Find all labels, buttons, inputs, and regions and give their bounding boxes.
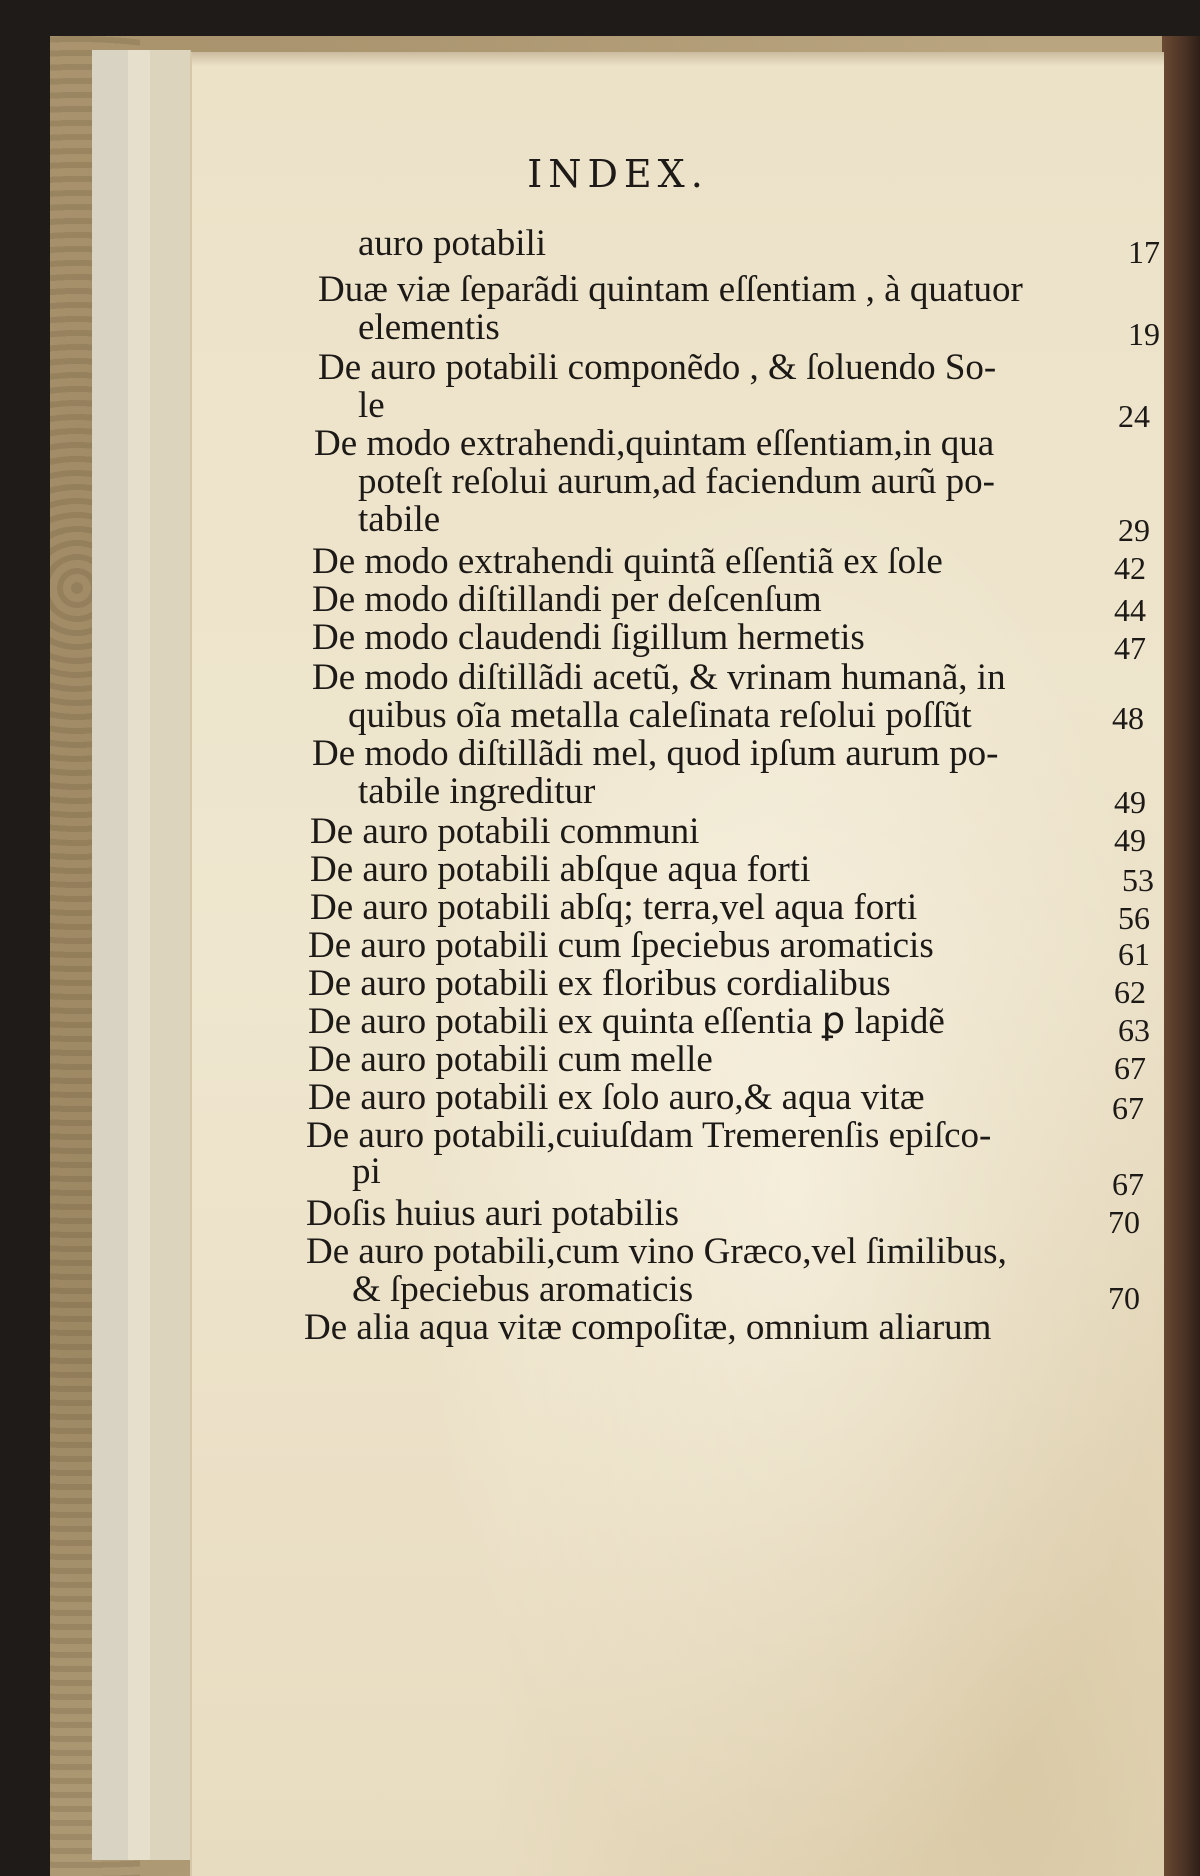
- index-entry-page: 48: [1112, 700, 1144, 736]
- index-entry-text: De modo extrahendi,quintam eſſentiam,in qua: [314, 423, 995, 464]
- index-entry-text: poteſt reſolui aurum,ad faciendum aurũ po-: [358, 461, 996, 502]
- index-entry-text: De auro potabili cum ſpeciebus aromaticis: [308, 925, 934, 966]
- index-entry-text: De modo claudendi ſigillum hermetis: [312, 617, 865, 658]
- index-entry-text: Doſis huius auri potabilis: [306, 1193, 680, 1234]
- index-entry-text: De auro potabili abſque aqua forti: [310, 849, 811, 890]
- index-entry-text: De modo diſtillãdi mel, quod ipſum aurum po-: [312, 733, 999, 774]
- index-entry-page: 53: [1122, 862, 1154, 898]
- index-entry-page: 70: [1108, 1280, 1140, 1316]
- index-entry-page: 63: [1118, 1012, 1150, 1048]
- index-entry-page: 19: [1128, 316, 1160, 352]
- index-entry-text: pi: [352, 1151, 381, 1192]
- index-entry-text: Duæ viæ ſeparãdi quintam eſſentiam , à quatuor: [318, 269, 1023, 310]
- leaf-edge: [150, 50, 191, 1860]
- index-entry-text: De auro potabili communi: [310, 811, 700, 852]
- index-entry-text: De alia aqua vitæ compoſitæ, omnium aliarum: [304, 1307, 992, 1348]
- index-entry-text: De modo extrahendi quintã eſſentiã ex ſole: [312, 541, 943, 582]
- index-entry-page: 67: [1112, 1090, 1144, 1126]
- index-entry-page: 62: [1114, 974, 1146, 1010]
- index-entry-text: De auro potabili cum melle: [308, 1039, 713, 1080]
- index-entry-page: 42: [1114, 550, 1146, 586]
- index-entry-text: De auro potabili ex ſolo auro,& aqua vitæ: [308, 1077, 925, 1118]
- index-entry-text: tabile: [358, 499, 441, 540]
- index-entry-text: De auro potabili componẽdo , & ſoluendo So-: [318, 347, 997, 388]
- index-entry-page: 70: [1108, 1204, 1140, 1240]
- index-entry-page: 61: [1118, 936, 1150, 972]
- index-entry-page: 44: [1114, 592, 1146, 628]
- index-entry-text: De auro potabili abſq; terra,vel aqua forti: [310, 887, 918, 928]
- index-entry-text: auro potabili: [358, 223, 547, 264]
- index-entry-text: De auro potabili ex quinta eſſentia ꝑ lapidẽ: [308, 1001, 945, 1042]
- index-entry-page: 56: [1118, 900, 1150, 936]
- index-entry-text: quibus oĩa metalla caleſinata reſolui poſſũt: [348, 695, 972, 736]
- index-entries: [192, 52, 1164, 1876]
- index-entry-page: 49: [1114, 822, 1146, 858]
- book-page: [190, 52, 1164, 1876]
- index-entry-page: 24: [1118, 398, 1150, 434]
- page-header: INDEX.: [527, 152, 709, 196]
- index-entry-text: De auro potabili ex floribus cordialibus: [308, 963, 891, 1004]
- index-entry-page: 17: [1128, 234, 1160, 270]
- index-entry-text: elementis: [358, 307, 500, 348]
- index-entry-text: & ſpeciebus aromaticis: [352, 1269, 694, 1310]
- index-entry-page: 49: [1114, 784, 1146, 820]
- index-entry-text: De modo diſtillandi per deſcenſum: [312, 579, 822, 620]
- index-entry-text: De modo diſtillãdi acetũ, & vrinam humanã, in: [312, 657, 1006, 698]
- index-entry-page: 67: [1112, 1166, 1144, 1202]
- index-entry-page: 47: [1114, 630, 1146, 666]
- index-entry-page: 29: [1118, 512, 1150, 548]
- index-entry-text: De auro potabili,cuiuſdam Tremerenſis epiſco-: [306, 1115, 992, 1156]
- index-entry-text: le: [358, 385, 385, 426]
- book-spine: [1162, 36, 1200, 1876]
- index-entry-text: tabile ingreditur: [358, 771, 596, 812]
- index-entry-page: 67: [1114, 1050, 1146, 1086]
- index-entry-text: De auro potabili,cum vino Græco,vel ſimilibus,: [306, 1231, 1007, 1272]
